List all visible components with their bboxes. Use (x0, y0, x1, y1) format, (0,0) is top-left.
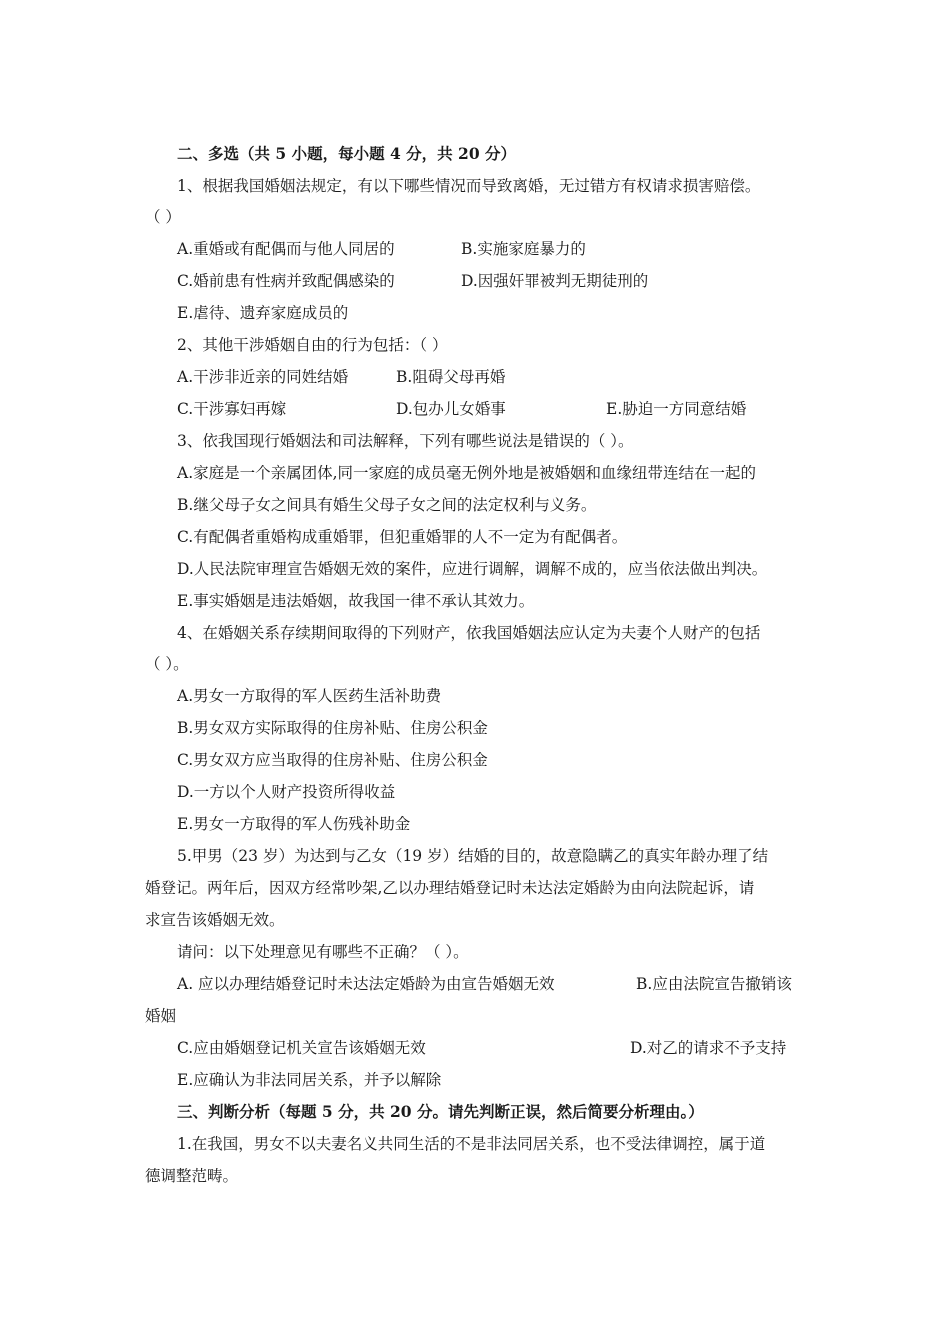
judgment-1-line-1: 1.在我国，男女不以夫妻名义共同生活的不是非法同居关系，也不受法律调控，属于道 (177, 1135, 766, 1153)
q4-option-d: D.一方以个人财产投资所得收益 (177, 783, 396, 801)
q5-option-b: B.应由法院宣告撤销该 (636, 975, 792, 993)
q2-option-c: C.干涉寡妇再嫁 (177, 400, 287, 418)
q1-option-a: A.重婚或有配偶而与他人同居的 (177, 240, 395, 258)
q3-option-d: D.人民法院审理宣告婚姻无效的案件，应进行调解，调解不成的，应当依法做出判决。 (177, 560, 768, 578)
judgment-1-line-2: 德调整范畴。 (145, 1167, 239, 1185)
q3-option-c: C.有配偶者重婚构成重婚罪，但犯重婚罪的人不一定为有配偶者。 (177, 528, 628, 546)
q4-option-c: C.男女双方应当取得的住房补贴、住房公积金 (177, 751, 488, 769)
q2-option-d: D.包办儿女婚事 (396, 400, 506, 418)
question-1-stem: 1、根据我国婚姻法规定，有以下哪些情况而导致离婚，无过错方有权请求损害赔偿。 (177, 177, 761, 195)
q1-option-e: E.虐待、遗弃家庭成员的 (177, 304, 349, 322)
section-heading-multiple-choice: 二、多选（共 5 小题，每小题 4 分，共 20 分） (177, 144, 517, 163)
question-5-ask: 请问：以下处理意见有哪些不正确？（ ）。 (177, 943, 469, 961)
q3-option-e: E.事实婚姻是违法婚姻，故我国一律不承认其效力。 (177, 592, 535, 610)
question-5-stem: 5.甲男（23 岁）为达到与乙女（19 岁）结婚的目的，故意隐瞒乙的真实年龄办理了结 (177, 847, 769, 865)
q2-option-e: E.胁迫一方同意结婚 (606, 400, 747, 418)
question-4-stem: 4、在婚姻关系存续期间取得的下列财产，依我国婚姻法应认定为夫妻个人财产的包括 (177, 624, 761, 642)
q1-option-b: B.实施家庭暴力的 (461, 240, 586, 258)
q4-option-b: B.男女双方实际取得的住房补贴、住房公积金 (177, 719, 488, 737)
section-heading-judgment: 三、判断分析（每题 5 分，共 20 分。请先判断正误，然后简要分析理由。） (177, 1102, 704, 1121)
q1-option-d: D.因强奸罪被判无期徒刑的 (461, 272, 649, 290)
question-1-blank: （ ） (145, 208, 181, 226)
q5-option-d: D.对乙的请求不予支持 (630, 1039, 787, 1057)
question-2-stem: 2、其他干涉婚姻自由的行为包括：（ ） (177, 336, 448, 354)
q4-option-a: A.男女一方取得的军人医药生活补助费 (177, 687, 442, 705)
question-5-stem-line-3: 求宣告该婚姻无效。 (145, 911, 285, 929)
q2-option-a: A.干涉非近亲的同姓结婚 (177, 368, 349, 386)
q3-option-a: A.家庭是一个亲属团体,同一家庭的成员毫无例外地是被婚姻和血缘纽带连结在一起的 (177, 464, 757, 482)
q5-option-b-continued: 婚姻 (145, 1007, 177, 1025)
question-4-blank: （ ）。 (145, 655, 189, 673)
question-3-stem: 3、依我国现行婚姻法和司法解释，下列有哪些说法是错误的（ ）。 (177, 432, 634, 450)
q5-option-e: E.应确认为非法同居关系，并予以解除 (177, 1071, 442, 1089)
q1-option-c: C.婚前患有性病并致配偶感染的 (177, 272, 395, 290)
q3-option-b: B.继父母子女之间具有婚生父母子女之间的法定权利与义务。 (177, 496, 597, 514)
q4-option-e: E.男女一方取得的军人伤残补助金 (177, 815, 411, 833)
question-5-stem-line-2: 婚登记。两年后，因双方经常吵架,乙以办理结婚登记时未达法定婚龄为由向法院起诉，请 (145, 879, 755, 897)
q5-option-c: C.应由婚姻登记机关宣告该婚姻无效 (177, 1039, 426, 1057)
q2-option-b: B.阻碍父母再婚 (396, 368, 506, 386)
q5-option-a: A. 应以办理结婚登记时未达法定婚龄为由宣告婚姻无效 (177, 975, 555, 993)
